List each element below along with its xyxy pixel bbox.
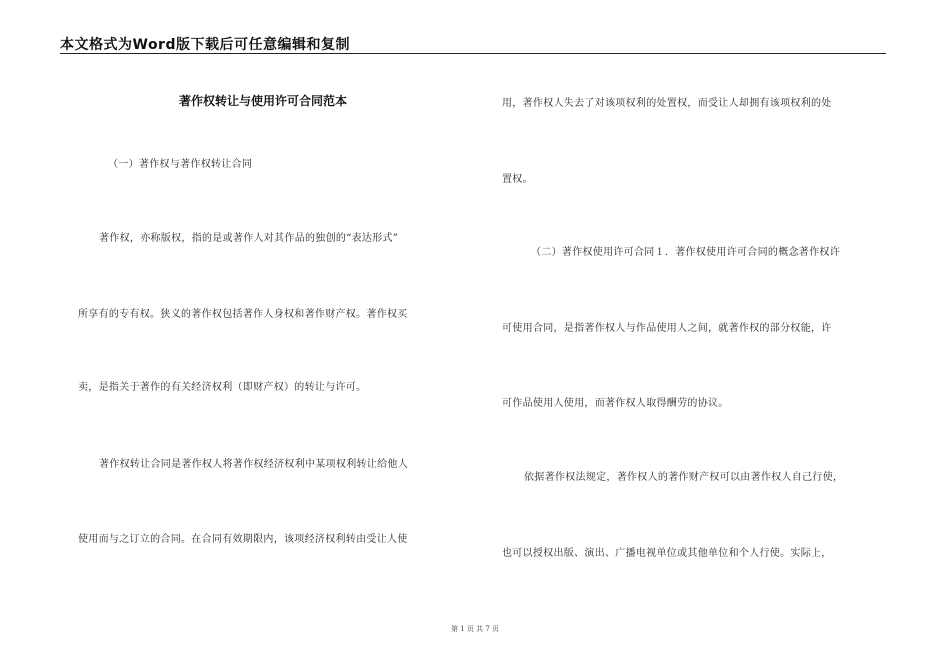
header-divider [60,53,886,54]
right-line-2: 置权。 [502,174,533,185]
right-line-3: （二）著作权使用许可合同１．著作权使用许可合同的概念著作权许 [531,247,840,258]
page-number: 第 1 页 共 7 页 [450,625,500,633]
left-line-6: 使用而与之订立的合同。在合同有效期限内，该项经济权利转由受让人使 [78,534,408,545]
left-line-3: 所享有的专有权。狭义的著作权包括著作人身权和著作财产权。著作权买 [78,309,408,320]
right-line-1: 用，著作权人失去了对该项权利的处置权，而受让人却拥有该项权利的处 [502,98,832,109]
left-line-1: （一）著作权与著作权转让合同 [108,159,253,170]
left-line-5: 著作权转让合同是著作权人将著作权经济权利中某项权利转让给他人 [99,459,408,470]
document-title: 著作权转让与使用许可合同范本 [178,94,347,108]
left-line-4: 卖，是指关于著作的有关经济权利（即财产权）的转让与许可。 [78,382,367,393]
right-line-6: 依据著作权法规定，著作权人的著作财产权可以由著作权人自己行使， [524,472,844,483]
page-header-text: 本文格式为Word版下载后可任意编辑和复制 [60,37,350,53]
right-line-5: 可作品使用人使用，而著作权人取得酬劳的协议。 [502,398,729,409]
right-line-7: 也可以授权出版、演出、广播电视单位或其他单位和个人行使。实际上， [502,548,832,559]
right-line-4: 可使用合同，是指著作权人与作品使用人之间，就著作权的部分权能，许 [502,323,832,334]
left-line-2: 著作权，亦称版权，指的是或著作人对其作品的独创的“表达形式” [99,233,399,244]
